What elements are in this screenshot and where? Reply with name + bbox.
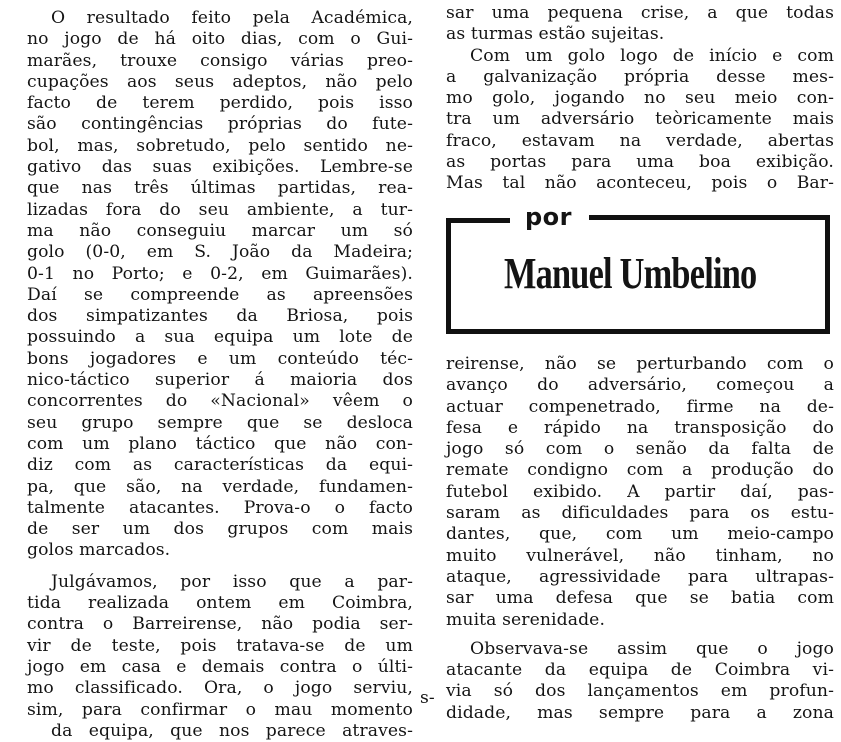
text-line: a galvanização própria desse mes- — [446, 66, 834, 87]
text-line: golos marcados. — [27, 540, 171, 561]
text-line: vir de teste, pois tratava-se de um — [27, 635, 413, 656]
article-left-column — [27, 8, 413, 742]
paragraph-1 — [27, 8, 413, 562]
byline-author: Manuel Umbelino — [504, 249, 757, 298]
byline-frame-top-left-rule — [446, 218, 510, 223]
text-line: seu grupo sempre que se desloca — [27, 412, 413, 433]
text-line: tida realizada ontem em Coimbra, — [27, 593, 413, 614]
text-line: de ser um dos grupos com mais — [27, 519, 413, 540]
text-line: didade, mas sempre para a zona — [446, 702, 834, 723]
text-line: mo golo, jogando no seu meio con- — [446, 88, 834, 109]
text-line: são contingências próprias do fute- — [27, 114, 413, 135]
text-line: 0-1 no Porto; e 0-2, em Guimarães). — [27, 263, 413, 284]
text-line: Daí se compreende as apreensões — [27, 284, 413, 305]
text-line: muita serenidade. — [446, 609, 606, 630]
text-line: as turmas estão sujeitas. — [446, 24, 665, 45]
text-line: via só dos lançamentos em profun- — [446, 681, 834, 702]
text-line: ma não conseguiu marcar um só — [27, 220, 413, 241]
text-line: remate condigno com a produção do — [446, 460, 834, 481]
text-line: ataque, agressividade para ultrapas- — [446, 566, 834, 587]
paragraph-gap — [446, 631, 834, 639]
text-line: marães, trouxe consigo várias preo- — [27, 50, 413, 71]
hanging-hyphen-fragment: s- — [420, 688, 435, 708]
text-line: atacante da equipa de Coimbra vi- — [446, 660, 834, 681]
text-line: possuindo a sua equipa um lote de — [27, 327, 413, 348]
text-line: jogo em casa e demais contra o últi- — [27, 656, 413, 677]
text-line: fesa e rápido na transposição do — [446, 417, 834, 438]
text-line: dantes, que, com um meio-campo — [446, 524, 834, 545]
text-line: golo (0-0, em S. João da Madeira; — [27, 242, 413, 263]
paragraph-4 — [446, 46, 834, 195]
text-line: Mas tal não aconteceu, pois o Bar- — [446, 173, 834, 194]
text-line: da equipa, que nos parece atraves- — [51, 720, 413, 741]
text-line: concorrentes do «Nacional» vêem o — [27, 391, 413, 412]
paragraph-gap — [27, 562, 413, 572]
text-line: mo classificado. Ora, o jogo serviu, — [27, 678, 413, 699]
text-line: talmente atacantes. Prova-o o facto — [27, 497, 413, 518]
text-line: Julgávamos, por isso que a par- — [51, 571, 413, 592]
paragraph-2 — [27, 572, 413, 742]
text-line: pa, que são, na verdade, fundamen- — [27, 476, 413, 497]
text-line: as portas para uma boa exibição. — [446, 152, 834, 173]
text-line: futebol exibido. A partir daí, pas- — [446, 481, 834, 502]
text-line: gativo das suas exibições. Lembre-se — [27, 157, 413, 178]
text-line: sar uma defesa que se batia com — [446, 588, 834, 609]
text-line: fraco, estavam na verdade, abertas — [446, 130, 834, 151]
byline-prefix: por — [525, 203, 573, 231]
text-line: no jogo de há oito dias, com o Gui- — [27, 29, 413, 50]
text-line: contra o Barreirense, não podia ser- — [27, 614, 413, 635]
paragraph-3 — [446, 3, 834, 46]
text-line: sim, para confirmar o mau momento — [27, 699, 413, 720]
byline-frame-top-right-rule — [589, 215, 830, 220]
text-line: cupações aos seus adeptos, não pelo — [27, 71, 413, 92]
text-line: O resultado feito pela Académica, — [51, 8, 413, 28]
text-line: dos simpatizantes da Briosa, pois — [27, 306, 413, 327]
article-right-column-top — [446, 3, 834, 195]
text-line: muito vulnerável, não tinham, no — [446, 545, 834, 566]
text-line: avanço do adversário, começou a — [446, 375, 834, 396]
text-line: Observava-se assim que o jogo — [470, 638, 834, 659]
text-line: saram as dificuldades para os estu- — [446, 503, 834, 524]
text-line: diz com as características da equi- — [27, 455, 413, 476]
paragraph-5 — [446, 354, 834, 631]
text-line: tra um adversário teòricamente mais — [446, 109, 834, 130]
text-line: jogo só com o senão da falta de — [446, 439, 834, 460]
paragraph-6 — [446, 639, 834, 724]
text-line: bons jogadores e um conteúdo téc- — [27, 348, 413, 369]
text-line: sar uma pequena crise, a que todas — [446, 3, 834, 23]
text-line: lizadas fora do seu ambiente, a tur- — [27, 199, 413, 220]
article-right-column-bottom — [446, 354, 834, 724]
text-line: que nas três últimas partidas, rea- — [27, 178, 413, 199]
text-line: com um plano táctico que não con- — [27, 433, 413, 454]
text-line: reirense, não se perturbando com o — [446, 354, 834, 374]
text-line: actuar compenetrado, firme na de- — [446, 396, 834, 417]
text-line: nico-táctico superior á maioria dos — [27, 370, 413, 391]
text-line: Com um golo logo de início e com — [470, 45, 834, 66]
text-line: bol, mas, sobretudo, pelo sentido ne- — [27, 135, 413, 156]
text-line: facto de terem perdido, pois isso — [27, 93, 413, 114]
